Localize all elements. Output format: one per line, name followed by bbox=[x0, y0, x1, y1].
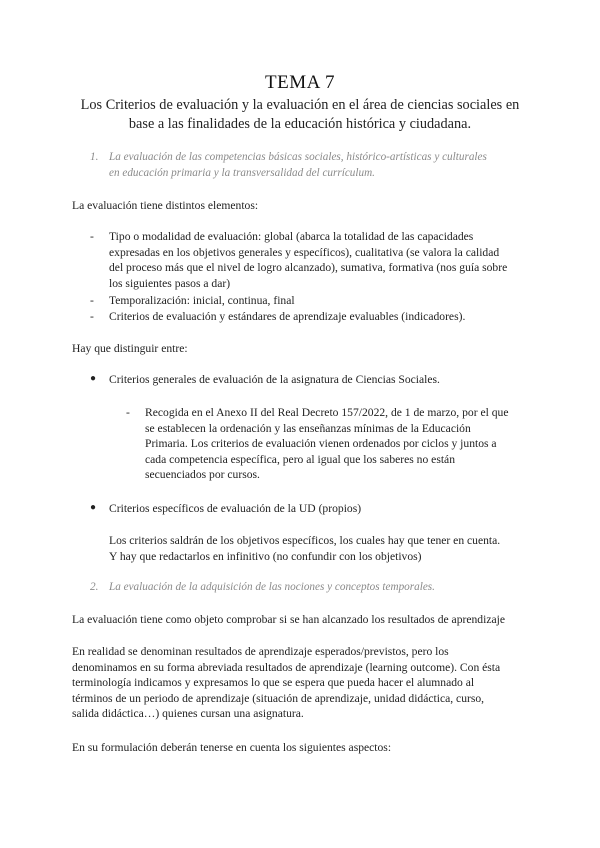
sub-item-line: Recogida en el Anexo II del Real Decreto 157/2022, de 1 de marzo, por el que bbox=[145, 406, 509, 419]
paragraph-line: salida didáctica…) quienes cursan una asignatura. bbox=[72, 707, 304, 721]
paragraph-elements: La evaluación tiene distintos elementos: bbox=[72, 199, 259, 212]
sub-item-line: se establecen la ordenación y las enseñanzas mínimas de la Educación bbox=[145, 421, 471, 435]
distinguish-item-specific-note bbox=[109, 533, 559, 564]
paragraph-line: denominamos en su forma abreviada resultados de aprendizaje (learning outcome). Con ésta bbox=[72, 660, 501, 674]
heading-1-line-2: en educación primaria y la transversalidad del currículum. bbox=[109, 167, 375, 179]
paragraph-distinguish: Hay que distinguir entre: bbox=[72, 342, 188, 355]
page-title: TEMA 7 bbox=[264, 72, 336, 93]
list-item-timing bbox=[109, 293, 549, 309]
list-bullet-dash: - bbox=[90, 294, 94, 307]
sub-item-line: secuenciados por cursos. bbox=[145, 468, 260, 482]
distinguish-item-specific: Criterios específicos de evaluación de la UD (propios) bbox=[109, 502, 362, 515]
heading-1-line-1: La evaluación de las competencias básicas sociales, histórico-artísticas y culturales bbox=[109, 151, 487, 163]
list-item-criteria bbox=[109, 309, 549, 325]
heading-1-number: 1. bbox=[90, 151, 99, 163]
list-item-line: del proceso más que el nivel de logro alcanzado), sumativa, formativa (nos guía sobre bbox=[109, 261, 508, 275]
paragraph-objective: La evaluación tiene como objeto comprobar si se han alcanzado los resultados de aprendizaje bbox=[72, 613, 505, 626]
list-item-line: Temporalización: inicial, continua, final bbox=[109, 294, 295, 307]
paragraph-line: terminología indicamos y expresamos lo que se espera que pueda hacer el alumnado al bbox=[72, 676, 475, 690]
list-bullet-dot: ● bbox=[90, 502, 97, 513]
list-item-line: los siguientes pasos a dar) bbox=[109, 276, 231, 290]
list-item-line: expresadas en los objetivos generales y específicos), cualitativa (se valora la calidad bbox=[109, 245, 500, 259]
sub-list-bullet-dash: - bbox=[126, 406, 130, 419]
paragraph-line: términos de un periodo de aprendizaje (situación de aprendizaje, unidad didáctica, curso, bbox=[72, 691, 485, 705]
paragraph-reality bbox=[72, 644, 552, 722]
list-bullet-dash: - bbox=[90, 230, 94, 243]
list-item-modality bbox=[109, 229, 549, 291]
paragraph-line: En realidad se denominan resultados de aprendizaje esperados/previstos, pero los bbox=[72, 645, 449, 658]
heading-2-number: 2. bbox=[90, 581, 99, 593]
sub-item-line: Primaria. Los criterios de evaluación vienen ordenados por ciclos y juntos a bbox=[145, 437, 497, 451]
list-item-line: Criterios de evaluación y estándares de aprendizaje evaluables (indicadores). bbox=[109, 310, 466, 323]
sub-item-decree bbox=[145, 405, 545, 483]
note-line: Y hay que redactarlos en infinitivo (no confundir con los objetivos) bbox=[109, 549, 422, 563]
paragraph-formulation: En su formulación deberán tenerse en cuenta los siguientes aspectos: bbox=[72, 741, 392, 754]
note-line: Los criterios saldrán de los objetivos específicos, los cuales hay que tener en cuenta. bbox=[109, 534, 501, 547]
list-bullet-dash: - bbox=[90, 310, 94, 323]
distinguish-item-general: Criterios generales de evaluación de la asignatura de Ciencias Sociales. bbox=[109, 373, 440, 386]
heading-2-text: La evaluación de la adquisición de las nociones y conceptos temporales. bbox=[109, 581, 435, 593]
sub-item-line: cada competencia específica, pero al igual que los saberes no están bbox=[145, 452, 455, 466]
list-item-line: Tipo o modalidad de evaluación: global (abarca la totalidad de las capacidades bbox=[109, 230, 474, 243]
list-bullet-dot: ● bbox=[90, 373, 97, 384]
page-subtitle: Los Criterios de evaluación y la evaluación en el área de ciencias sociales en base a las finalidades de la educación histórica y ciudadana. bbox=[80, 97, 520, 132]
